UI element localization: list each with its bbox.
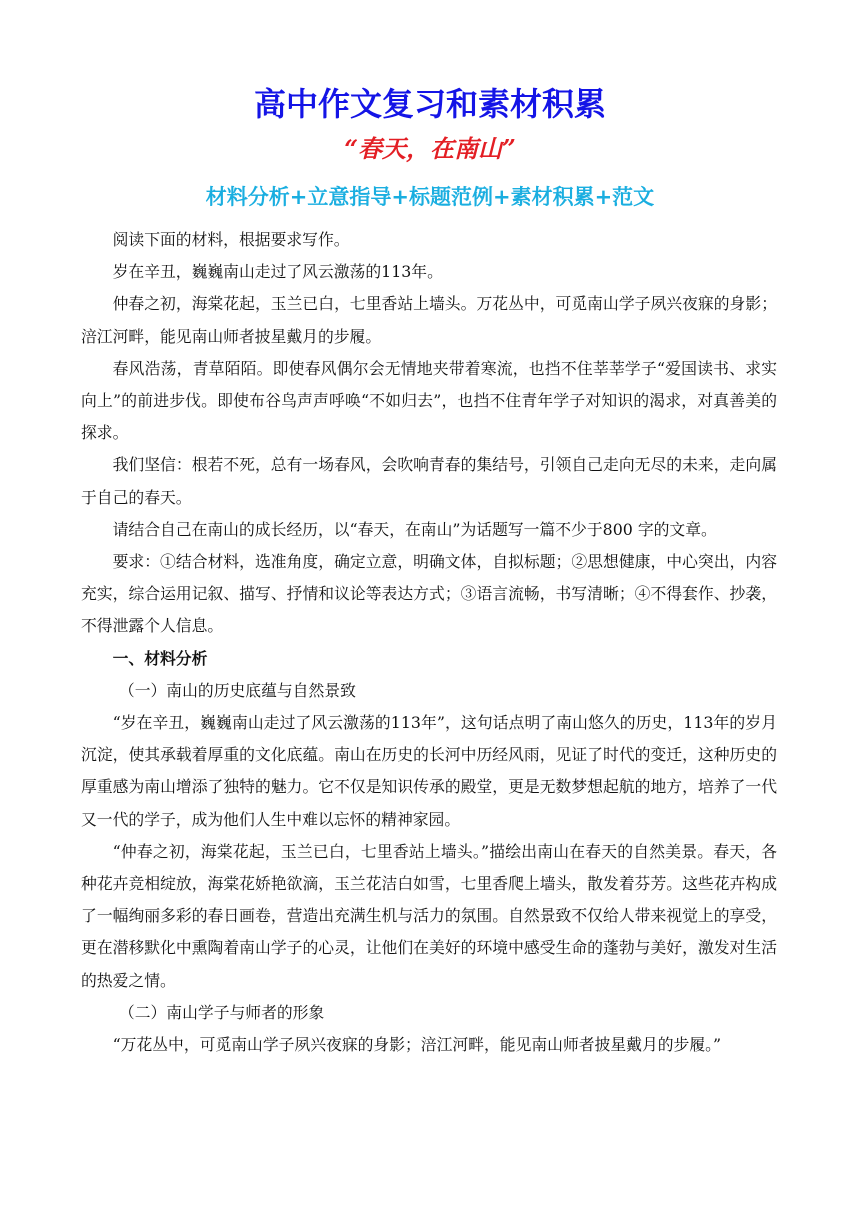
document-title: 高中作文复习和素材积累 xyxy=(253,85,606,123)
document-body xyxy=(81,224,777,1061)
subsection-heading: （二）南山学子与师者的形象 xyxy=(118,1002,325,1022)
paragraph-instruction: 阅读下面的材料，根据要求写作。 xyxy=(112,230,350,249)
paragraph-material: 春风浩荡，青草陌陌。即使春风偶尔会无情地夹带着寒流，也挡不住莘莘学子“爱国读书、求实向上”的前进步伐。即使布谷鸟声声呼唤“不如归去”，也挡不住青年学子对知识的渴求，对真善美的探求。 xyxy=(81,358,777,443)
analysis-paragraph: “仲春之初，海棠花起，玉兰已白，七里香站上墙头。”描绘出南山在春天的自然美景。春天，各种花卉竞相绽放，海棠花娇艳欲滴，玉兰花洁白如雪，七里香爬上墙头，散发着芬芳。这些花卉构成了一幅绚丽多彩的春日画卷，营造出充满生机与活力的氛围。自然景致不仅给人带来视觉上的享受，更在潜移默化中熏陶着南山学子的心灵，让他们在美好的环境中感受生命的蓬勃与美好，激发对生活的热爱之情。 xyxy=(81,841,777,990)
paragraph-material: 仲春之初，海棠花起，玉兰已白，七里香站上墙头。万花丛中，可觅南山学子夙兴夜寐的身影；涪江河畔，能见南山师者披星戴月的步履。 xyxy=(81,294,777,346)
paragraph-requirements: 要求：①结合材料，选准角度，确定立意，明确文体，自拟标题；②思想健康，中心突出，内容充实，综合运用记叙、描写、抒情和议论等表达方式；③语言流畅，书写清晰；④不得套作、抄袭，不得泄露个人信息。 xyxy=(81,552,777,636)
subsection-heading: （一）南山的历史底蕴与自然景致 xyxy=(118,680,356,700)
analysis-paragraph: “万花丛中，可觅南山学子夙兴夜寐的身影；涪江河畔，能见南山师者披星戴月的步履。” xyxy=(112,1035,722,1055)
paragraph-task: 请结合自己在南山的成长经历，以“春天，在南山”为话题写一篇不少于800 字的文章。 xyxy=(112,519,717,539)
paragraph-material: 岁在辛丑，巍巍南山走过了风云激荡的113年。 xyxy=(112,262,443,282)
document-outline: 材料分析+立意指导+标题范例+素材积累+范文 xyxy=(205,185,655,209)
section-heading: 一、材料分析 xyxy=(112,648,208,668)
paragraph-material: 我们坚信：根若不死，总有一场春风，会吹响青春的集结号，引领自己走向无尽的未来，走向属于自己的春天。 xyxy=(81,455,777,507)
document-subtitle: “春天，在南山” xyxy=(344,134,516,163)
analysis-paragraph: “岁在辛丑，巍巍南山走过了风云激荡的113年”，这句话点明了南山悠久的历史，113年的岁月沉淀，使其承载着厚重的文化底蕴。南山在历史的长河中历经风雨，见证了时代的变迁，这种历史的厚重感为南山增添了独特的魅力。它不仅是知识传承的殿堂，更是无数梦想起航的地方，培养了一代又一代的学子，成为他们人生中难以忘怀的精神家园。 xyxy=(81,713,777,829)
